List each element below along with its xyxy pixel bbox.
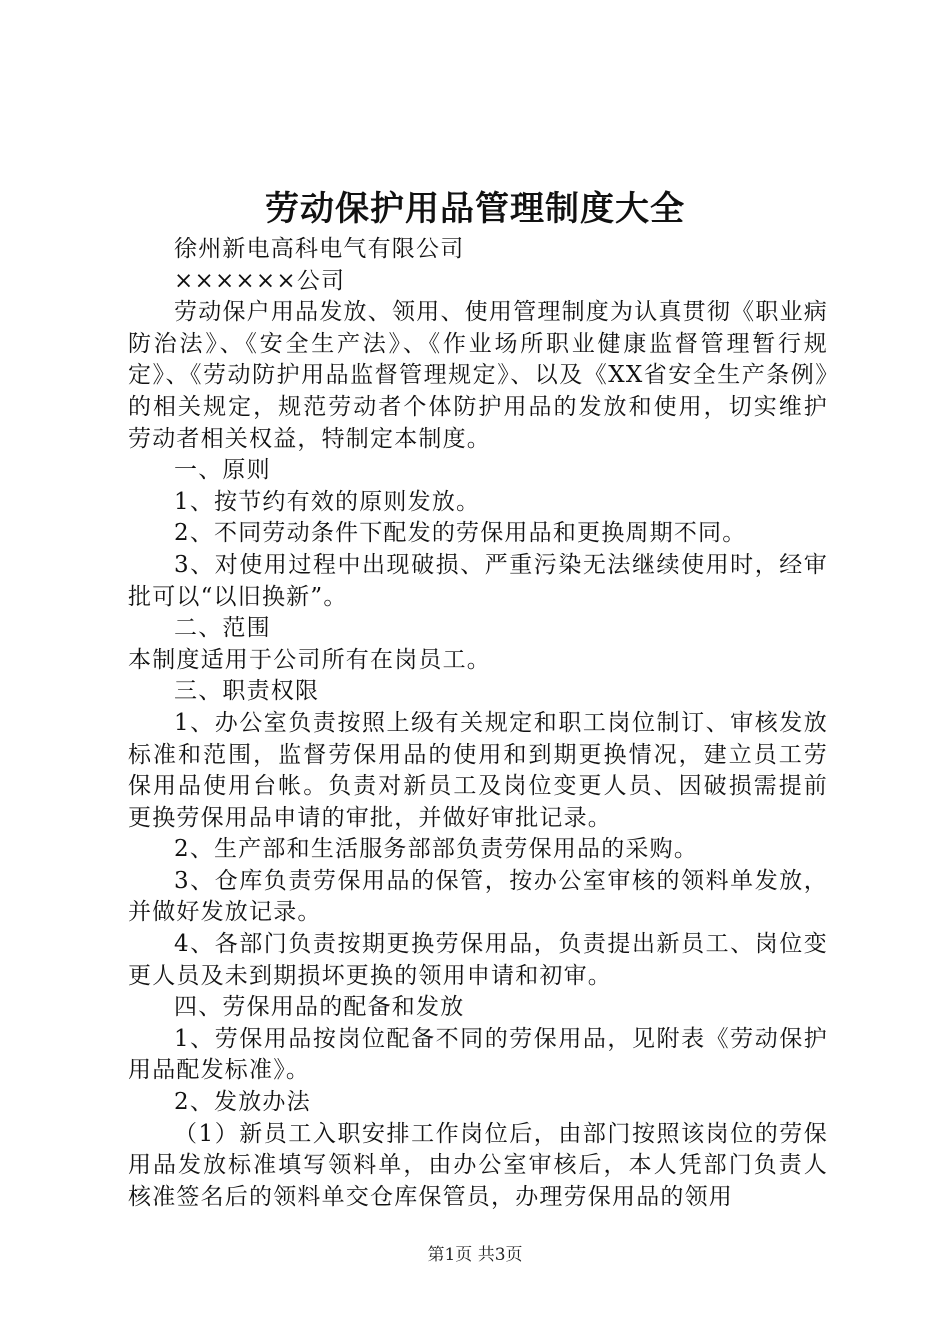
page-footer: 第1页 共3页	[427, 1245, 523, 1265]
section-heading: 一、原则	[174, 457, 271, 484]
body-paragraph: 2、不同劳动条件下配发的劳保用品和更换周期不同。	[174, 520, 747, 547]
section-heading: 三、职责权限	[174, 678, 320, 705]
body-paragraph: ××××××公司	[174, 267, 346, 294]
body-paragraph: 徐州新电高科电气有限公司	[174, 236, 465, 262]
document-title: 劳动保护用品管理制度大全	[265, 189, 685, 229]
body-paragraph: 2、生产部和生活服务部部负责劳保用品的采购。	[174, 836, 699, 863]
body-paragraph: 劳动保户用品发放、领用、使用管理制度为认真贯彻《职业病防治法》、《安全生产法》、《作业场所职业健康监督管理暂行规定》、《劳动防护用品监督管理规定》、以及《XX省安全生产条例》的相关规定，规范劳动者个体防护用品的发放和使用，切实维护劳动者相关权益，特制定本制度。	[128, 299, 828, 452]
document-body	[128, 234, 828, 1213]
body-paragraph: （1）新员工入职安排工作岗位后，由部门按照该岗位的劳保用品发放标准填写领料单，由办公室审核后，本人凭部门负责人核准签名后的领料单交仓库保管员，办理劳保用品的领用	[128, 1120, 828, 1210]
body-paragraph: 1、办公室负责按照上级有关规定和职工岗位制订、审核发放标准和范围，监督劳保用品的使用和到期更换情况，建立员工劳保用品使用台帐。负责对新员工及岗位变更人员、因破损需提前更换劳保用品申请的审批，并做好审批记录。	[128, 709, 828, 831]
body-paragraph: 1、劳保用品按岗位配备不同的劳保用品，见附表《劳动保护用品配发标准》。	[128, 1025, 828, 1084]
body-paragraph: 本制度适用于公司所有在岗员工。	[128, 646, 491, 673]
body-paragraph: 1、按节约有效的原则发放。	[174, 488, 481, 515]
body-paragraph: 2、发放办法	[174, 1089, 311, 1116]
body-paragraph: 3、对使用过程中出现破损、严重污染无法继续使用时，经审批可以“以旧换新”。	[128, 551, 828, 610]
section-heading: 二、范围	[174, 615, 271, 642]
body-paragraph: 4、各部门负责按期更换劳保用品，负责提出新员工、岗位变更人员及未到期损坏更换的领用申请和初审。	[128, 931, 828, 989]
body-paragraph: 3、仓库负责劳保用品的保管，按办公室审核的领料单发放，并做好发放记录。	[128, 867, 828, 926]
section-heading: 四、劳保用品的配备和发放	[174, 994, 465, 1021]
